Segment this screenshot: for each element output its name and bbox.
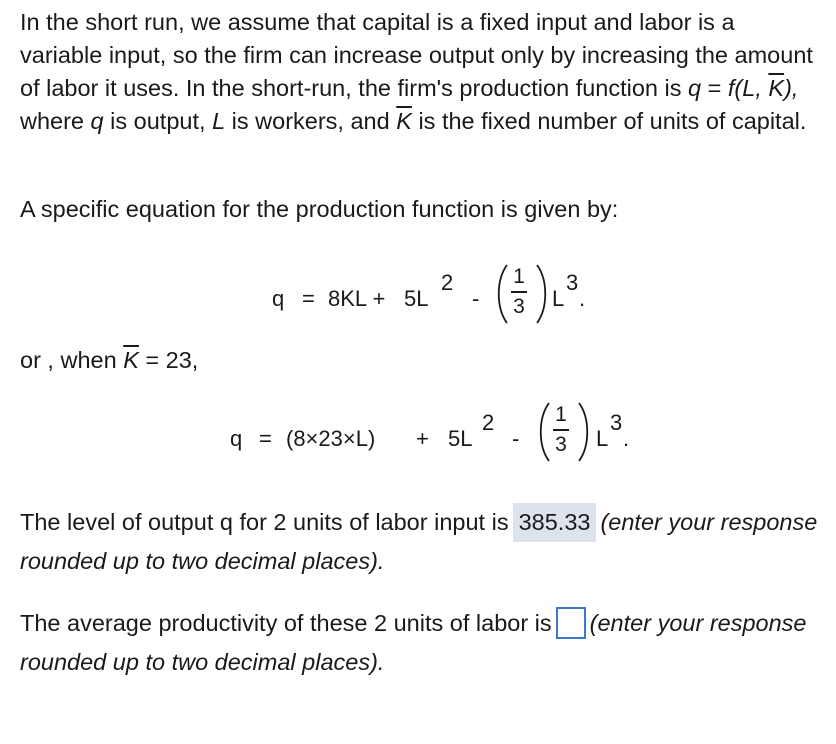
eq1-frac-num: 1 bbox=[513, 265, 525, 288]
eq1-fraction bbox=[511, 265, 527, 319]
fraction-bar bbox=[511, 291, 527, 293]
question1-text: The level of output q for 2 units of labor input is bbox=[20, 509, 509, 535]
function-f: f(L, bbox=[727, 75, 769, 101]
eq2-exponent3: 3 bbox=[610, 410, 623, 435]
eq2-frac-num: 1 bbox=[555, 403, 567, 426]
eq2-fraction bbox=[553, 403, 569, 457]
eq2-period: . bbox=[623, 426, 630, 451]
eq1-term2: 5L bbox=[404, 286, 429, 311]
var-l: L bbox=[212, 108, 226, 134]
eq1-lhs: q bbox=[272, 286, 285, 311]
var-k-bar: $\overline{K}$ bbox=[123, 347, 139, 373]
equals-sign: = bbox=[701, 75, 728, 101]
var-k-bar: $\overline{K}$ bbox=[396, 108, 412, 134]
eq1-exponent2: 2 bbox=[441, 270, 454, 295]
when-prefix: or , when bbox=[20, 347, 124, 373]
eq1-minus: - bbox=[472, 286, 480, 311]
var-k-bar: $\overline{K}$ bbox=[768, 75, 785, 101]
question2-hint: (enter your response rounded up to two decimal places). bbox=[20, 610, 807, 675]
eq2-term1: (8×23×L) bbox=[286, 426, 376, 451]
question-average-productivity bbox=[20, 604, 820, 682]
var-q: q bbox=[688, 75, 702, 101]
question1-hint: (enter your response rounded up to two decimal places). bbox=[20, 509, 818, 574]
when-suffix: = 23, bbox=[138, 347, 199, 373]
eq2-exponent2: 2 bbox=[482, 410, 495, 435]
intro-text: is the fixed number of units of capital. bbox=[411, 108, 807, 134]
eq2-term2: 5L bbox=[448, 426, 473, 451]
eq2-term3: L bbox=[596, 426, 609, 451]
intro-text: where bbox=[20, 108, 91, 134]
eq1-frac-den: 3 bbox=[513, 294, 525, 318]
when-k-line bbox=[20, 344, 820, 377]
eq1-period: . bbox=[579, 286, 586, 311]
function-close: ), bbox=[784, 75, 799, 101]
average-productivity-input[interactable] bbox=[556, 607, 586, 639]
specific-equation-label: A specific equation for the production function is given by: bbox=[20, 196, 619, 222]
output-answer-field[interactable]: 385.33 bbox=[513, 503, 597, 542]
intro-text: is workers, and bbox=[225, 108, 397, 134]
intro-text: In the short run, we assume that capital is a fixed input and labor is a variable input, so the firm can increase output only by increasing the amount of labor it uses. In the short-run, the firm's production function is bbox=[20, 9, 813, 101]
eq1-term1: 8KL + bbox=[328, 286, 386, 311]
question-output bbox=[20, 503, 820, 581]
eq1-equals: = bbox=[302, 286, 315, 311]
intro-text: is output, bbox=[103, 108, 213, 134]
eq2-equals: = bbox=[259, 426, 272, 451]
eq2-plus: + bbox=[416, 426, 429, 451]
eq1-term3: L bbox=[552, 286, 565, 311]
eq2-frac-den: 3 bbox=[555, 432, 567, 456]
eq2-minus: - bbox=[512, 426, 520, 451]
eq2-lhs: q bbox=[230, 426, 243, 451]
intro-paragraph bbox=[20, 6, 820, 138]
eq1-exponent3: 3 bbox=[566, 270, 579, 295]
fraction-bar bbox=[553, 429, 569, 431]
var-q: q bbox=[90, 108, 104, 134]
question2-text: The average productivity of these 2 units of labor is bbox=[20, 610, 552, 636]
